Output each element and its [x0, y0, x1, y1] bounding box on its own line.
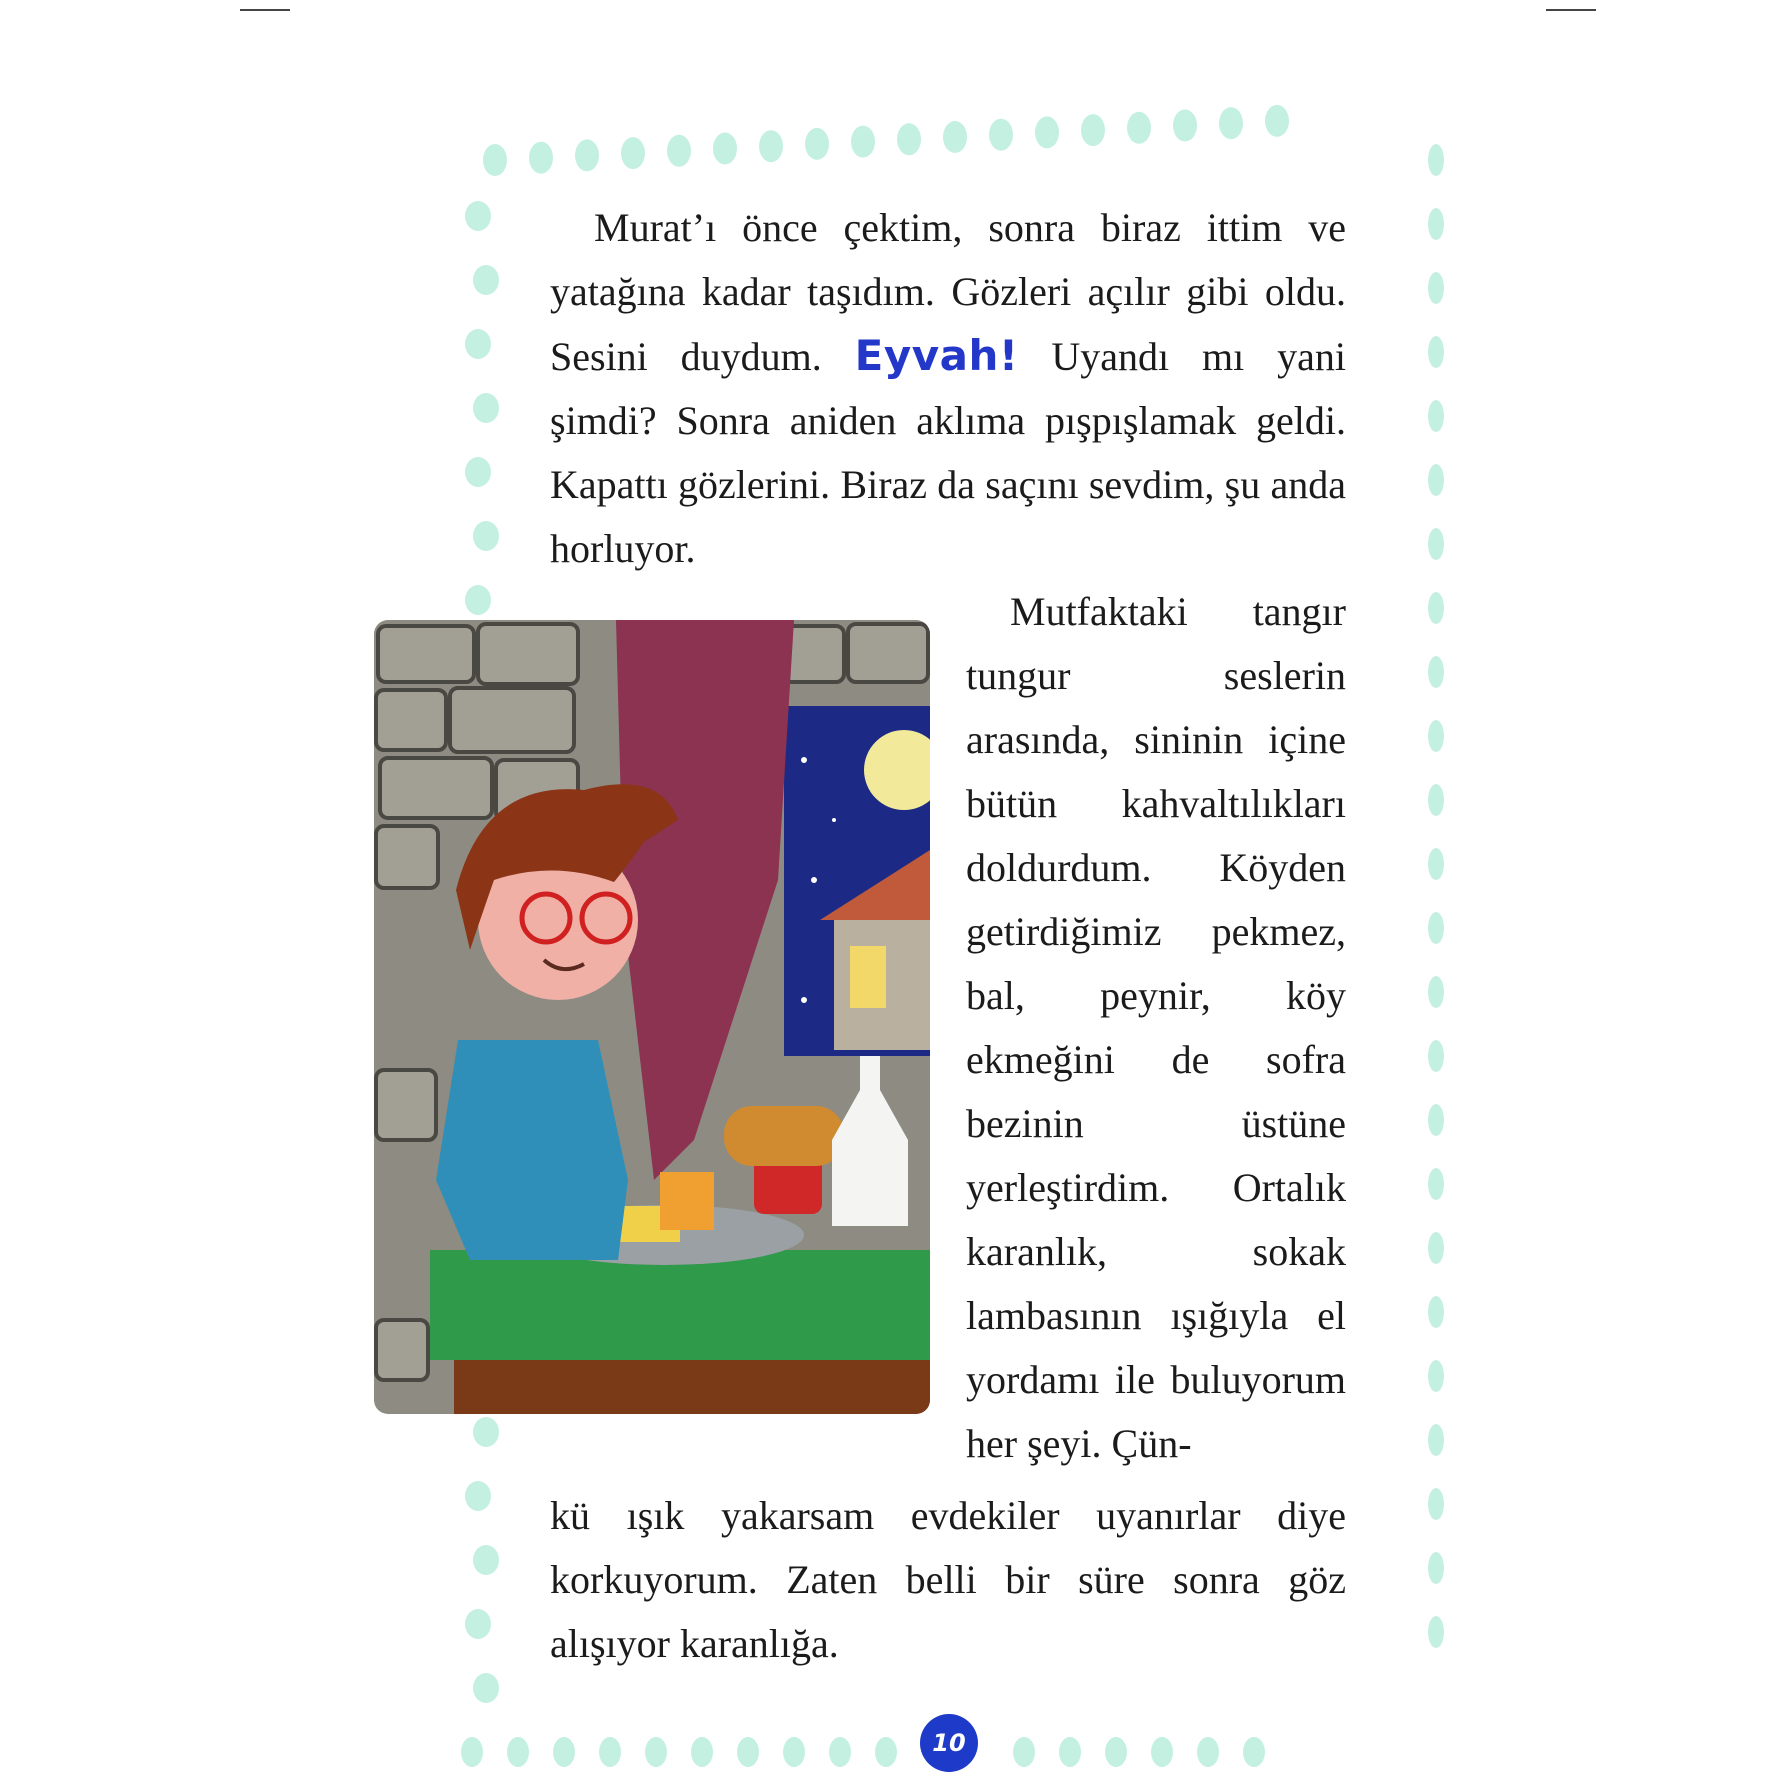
exclamation-word: Eyvah!	[854, 331, 1019, 380]
border-dot	[1428, 400, 1444, 432]
paragraph-1	[550, 196, 1346, 581]
border-dot	[1428, 272, 1444, 304]
border-dot	[465, 1609, 491, 1639]
border-dot	[667, 135, 691, 167]
border-dot	[1428, 1424, 1444, 1456]
border-dot	[1428, 1360, 1444, 1392]
border-dot	[1428, 1616, 1444, 1648]
paragraph-2-text: Mutfaktaki tangır tungur seslerin arasında, sininin içine bütün kahvaltılıkları doldurdum. Köyden getirdiğimiz pekmez, bal, peynir, köy ekmeğini de sofra bezinin üstüne yerleştirdim. Ortalık karanlık, sokak lambasının ışığıyla el yordamı ile buluyorum her şeyi. Çün-	[966, 589, 1346, 1466]
border-dot	[1059, 1737, 1081, 1767]
border-dot	[829, 1737, 851, 1767]
border-dot	[1428, 464, 1444, 496]
border-dot	[465, 329, 491, 359]
border-dot	[529, 142, 553, 174]
border-dot	[897, 123, 921, 155]
border-dot	[553, 1737, 575, 1767]
night-window	[784, 706, 930, 1056]
border-dot	[713, 133, 737, 165]
border-dot	[1428, 784, 1444, 816]
border-dot	[1428, 1040, 1444, 1072]
border-dot	[465, 1481, 491, 1511]
border-dot	[851, 126, 875, 158]
border-dot	[1013, 1737, 1035, 1767]
border-dot	[1243, 1737, 1265, 1767]
border-dot	[1428, 1552, 1444, 1584]
border-dot	[483, 144, 507, 176]
border-dot	[943, 121, 967, 153]
border-dot	[1428, 848, 1444, 880]
border-dot	[1428, 592, 1444, 624]
border-dot	[1197, 1737, 1219, 1767]
border-dot	[691, 1737, 713, 1767]
border-dot	[1265, 105, 1289, 137]
border-dot	[1428, 1296, 1444, 1328]
border-dot	[599, 1737, 621, 1767]
border-dot	[1173, 110, 1197, 142]
border-dot	[783, 1737, 805, 1767]
border-dot	[1428, 912, 1444, 944]
paragraph-1-start: Murat’ı önce çektim, sonra biraz ittim ve yatağına kadar taşıdım. Gözleri açılır gibi oldu. Sesini duydum.	[550, 205, 1346, 379]
border-dot	[621, 137, 645, 169]
border-dot	[875, 1737, 897, 1767]
paragraph-3: kü ışık yakarsam evdekiler uyanırlar diye korkuyorum. Zaten belli bir süre sonra göz alışıyor karanlığa.	[550, 1493, 1346, 1666]
border-dot	[989, 119, 1013, 151]
border-dot	[759, 130, 783, 162]
paragraph-2	[966, 580, 1346, 1476]
border-dot	[1428, 1104, 1444, 1136]
border-dot	[1081, 114, 1105, 146]
border-dot	[473, 265, 499, 295]
border-dot	[737, 1737, 759, 1767]
border-dot	[1035, 116, 1059, 148]
border-dot	[473, 1673, 499, 1703]
border-dot	[645, 1737, 667, 1767]
border-dot	[805, 128, 829, 160]
border-dot	[461, 1737, 483, 1767]
border-dot	[473, 1417, 499, 1447]
border-dot	[1105, 1737, 1127, 1767]
border-dot	[1428, 336, 1444, 368]
border-dot	[473, 521, 499, 551]
border-dot	[465, 201, 491, 231]
border-dot	[1428, 720, 1444, 752]
border-dot	[465, 585, 491, 615]
border-dot	[473, 1545, 499, 1575]
border-dot	[1127, 112, 1151, 144]
border-dot	[1428, 656, 1444, 688]
border-dot	[1428, 144, 1444, 176]
kitchen-illustration	[374, 620, 930, 1414]
border-dot	[1428, 1168, 1444, 1200]
border-dot	[1428, 528, 1444, 560]
border-dot	[1428, 976, 1444, 1008]
border-dot	[1428, 208, 1444, 240]
border-dot	[507, 1737, 529, 1767]
border-dot	[1428, 1488, 1444, 1520]
border-dot	[465, 457, 491, 487]
page-number: 10	[920, 1714, 978, 1772]
border-dot	[1219, 107, 1243, 139]
border-dot	[473, 393, 499, 423]
border-dot	[1428, 1232, 1444, 1264]
border-dot	[575, 139, 599, 171]
paragraph-1-end: Uyandı mı yani şimdi? Sonra aniden aklıma pışpışlamak geldi. Kapattı gözlerini. Biraz da saçını sevdim, şu anda horluyor.	[550, 334, 1346, 571]
border-dot	[1151, 1737, 1173, 1767]
